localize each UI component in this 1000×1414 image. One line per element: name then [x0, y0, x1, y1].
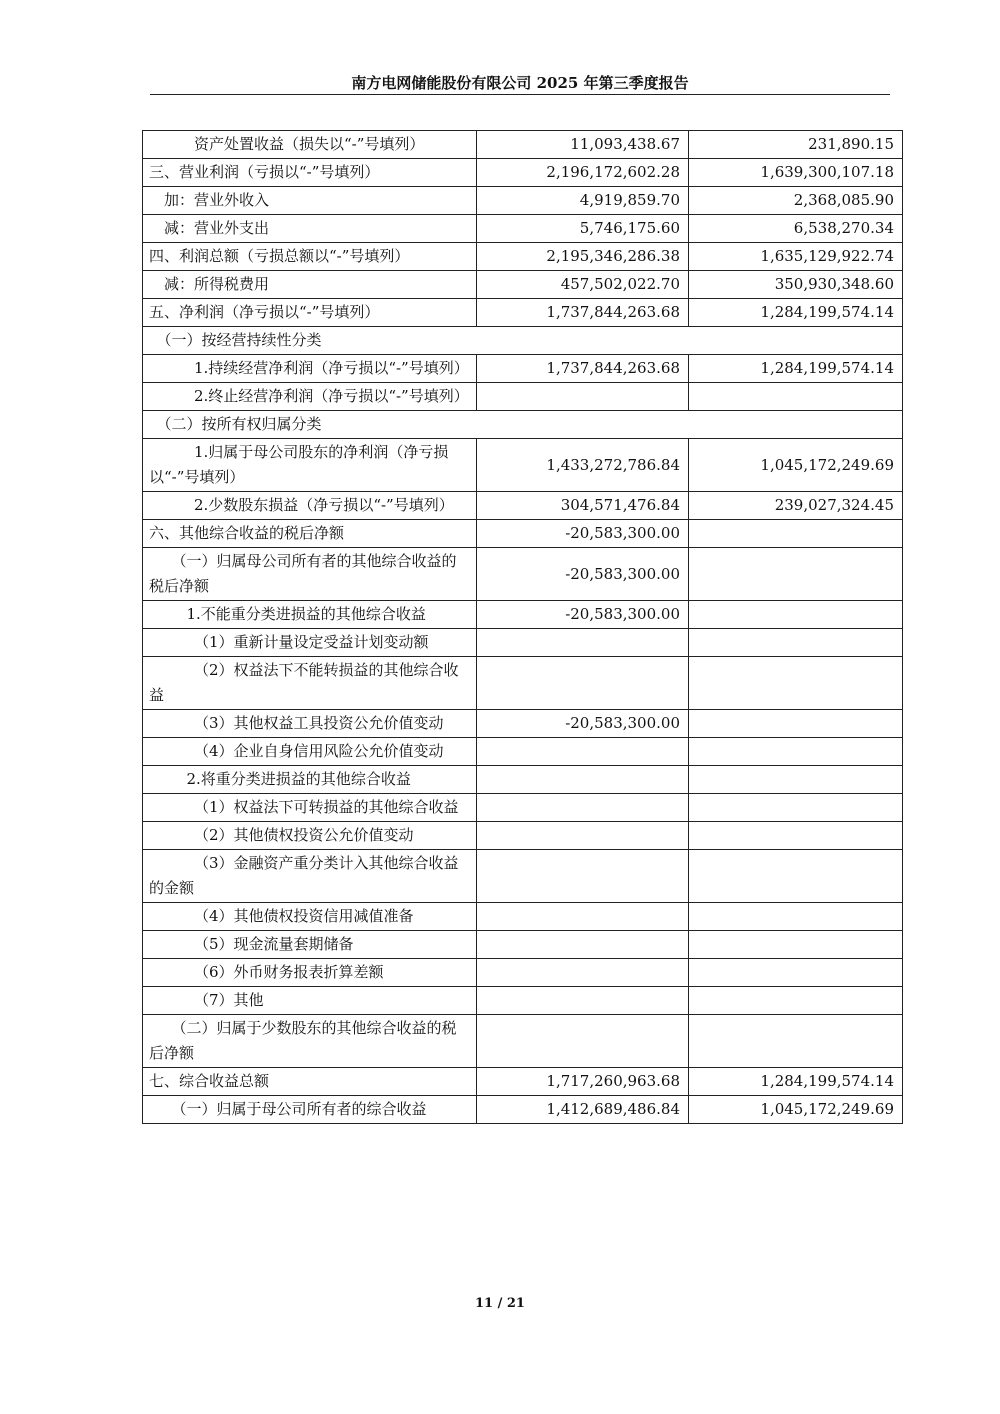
prior-period-value: 1,284,199,574.14 [689, 299, 903, 327]
prior-period-value [689, 657, 903, 710]
report-header-title: 南方电网储能股份有限公司 2025 年第三季度报告 [351, 74, 689, 92]
row-label: 1.持续经营净利润（净亏损以“-”号填列） [143, 355, 477, 383]
current-period-value: 1,433,272,786.84 [477, 439, 689, 492]
current-period-value [477, 903, 689, 931]
prior-period-value [689, 959, 903, 987]
current-period-value: 304,571,476.84 [477, 492, 689, 520]
row-label: 资产处置收益（损失以“-”号填列） [143, 131, 477, 159]
table-row [143, 1068, 903, 1096]
table-row [143, 439, 903, 492]
row-label: （一）归属母公司所有者的其他综合收益的税后净额 [143, 548, 477, 601]
prior-period-value: 350,930,348.60 [689, 271, 903, 299]
row-label: 2.终止经营净利润（净亏损以“-”号填列） [143, 383, 477, 411]
table-row [143, 794, 903, 822]
table-row [143, 766, 903, 794]
row-label: 三、营业利润（亏损以“-”号填列） [143, 159, 477, 187]
row-label: （1）权益法下可转损益的其他综合收益 [143, 794, 477, 822]
table-row [143, 903, 903, 931]
current-period-value: -20,583,300.00 [477, 601, 689, 629]
table-row [143, 738, 903, 766]
row-label: 减：营业外支出 [143, 215, 477, 243]
current-period-value [477, 766, 689, 794]
current-period-value [477, 959, 689, 987]
row-label: 2.少数股东损益（净亏损以“-”号填列） [143, 492, 477, 520]
table-row [143, 629, 903, 657]
current-period-value: 1,737,844,263.68 [477, 299, 689, 327]
table-row [143, 299, 903, 327]
row-label: 五、净利润（净亏损以“-”号填列） [143, 299, 477, 327]
row-label: （二）按所有权归属分类 [143, 411, 903, 439]
table-row [143, 959, 903, 987]
current-period-value: 2,195,346,286.38 [477, 243, 689, 271]
prior-period-value: 2,368,085.90 [689, 187, 903, 215]
prior-period-value [689, 1015, 903, 1068]
prior-period-value [689, 850, 903, 903]
row-label: （2）权益法下不能转损益的其他综合收益 [143, 657, 477, 710]
table-row [143, 492, 903, 520]
prior-period-value: 1,284,199,574.14 [689, 355, 903, 383]
row-label: 加：营业外收入 [143, 187, 477, 215]
table-row [143, 355, 903, 383]
current-period-value: 457,502,022.70 [477, 271, 689, 299]
table-row [143, 243, 903, 271]
current-period-value [477, 987, 689, 1015]
prior-period-value: 1,045,172,249.69 [689, 439, 903, 492]
row-label: 减：所得税费用 [143, 271, 477, 299]
row-label: 2.将重分类进损益的其他综合收益 [143, 766, 477, 794]
row-label: 四、利润总额（亏损总额以“-”号填列） [143, 243, 477, 271]
current-period-value [477, 850, 689, 903]
prior-period-value: 6,538,270.34 [689, 215, 903, 243]
income-statement-body [143, 131, 903, 1124]
prior-period-value [689, 629, 903, 657]
row-label: （一）归属于母公司所有者的综合收益 [143, 1096, 477, 1124]
current-period-value [477, 629, 689, 657]
row-label: 1.不能重分类进损益的其他综合收益 [143, 601, 477, 629]
row-label: 1.归属于母公司股东的净利润（净亏损以“-”号填列） [143, 439, 477, 492]
table-row [143, 850, 903, 903]
current-period-value: -20,583,300.00 [477, 520, 689, 548]
prior-period-value [689, 766, 903, 794]
current-period-value [477, 794, 689, 822]
row-label: 六、其他综合收益的税后净额 [143, 520, 477, 548]
table-row [143, 1015, 903, 1068]
table-row [143, 411, 903, 439]
current-period-value [477, 1015, 689, 1068]
table-row [143, 931, 903, 959]
table-row [143, 383, 903, 411]
current-period-value: 11,093,438.67 [477, 131, 689, 159]
current-period-value [477, 931, 689, 959]
header-divider [150, 94, 890, 95]
table-row [143, 822, 903, 850]
table-row [143, 987, 903, 1015]
table-row [143, 520, 903, 548]
page-number: 11 / 21 [475, 1296, 525, 1311]
prior-period-value [689, 601, 903, 629]
row-label: （6）外币财务报表折算差额 [143, 959, 477, 987]
row-label: 七、综合收益总额 [143, 1068, 477, 1096]
prior-period-value: 1,284,199,574.14 [689, 1068, 903, 1096]
table-row [143, 271, 903, 299]
row-label: （7）其他 [143, 987, 477, 1015]
current-period-value: -20,583,300.00 [477, 710, 689, 738]
current-period-value: 1,412,689,486.84 [477, 1096, 689, 1124]
table-row [143, 159, 903, 187]
prior-period-value [689, 931, 903, 959]
prior-period-value: 1,639,300,107.18 [689, 159, 903, 187]
row-label: （3）金融资产重分类计入其他综合收益的金额 [143, 850, 477, 903]
row-label: （4）企业自身信用风险公允价值变动 [143, 738, 477, 766]
table-row [143, 215, 903, 243]
current-period-value: -20,583,300.00 [477, 548, 689, 601]
prior-period-value: 239,027,324.45 [689, 492, 903, 520]
prior-period-value [689, 710, 903, 738]
row-label: （5）现金流量套期储备 [143, 931, 477, 959]
prior-period-value [689, 383, 903, 411]
current-period-value: 2,196,172,602.28 [477, 159, 689, 187]
current-period-value [477, 738, 689, 766]
table-row [143, 327, 903, 355]
row-label: （2）其他债权投资公允价值变动 [143, 822, 477, 850]
prior-period-value [689, 794, 903, 822]
prior-period-value [689, 548, 903, 601]
prior-period-value: 1,045,172,249.69 [689, 1096, 903, 1124]
prior-period-value [689, 738, 903, 766]
current-period-value: 1,737,844,263.68 [477, 355, 689, 383]
row-label: （3）其他权益工具投资公允价值变动 [143, 710, 477, 738]
current-period-value: 5,746,175.60 [477, 215, 689, 243]
prior-period-value [689, 822, 903, 850]
row-label: （4）其他债权投资信用减值准备 [143, 903, 477, 931]
table-row [143, 1096, 903, 1124]
prior-period-value [689, 520, 903, 548]
table-row [143, 657, 903, 710]
prior-period-value [689, 987, 903, 1015]
current-period-value [477, 383, 689, 411]
current-period-value [477, 822, 689, 850]
table-row [143, 187, 903, 215]
row-label: （1）重新计量设定受益计划变动额 [143, 629, 477, 657]
prior-period-value: 231,890.15 [689, 131, 903, 159]
income-statement-table [142, 130, 903, 1124]
current-period-value: 1,717,260,963.68 [477, 1068, 689, 1096]
table-row [143, 710, 903, 738]
table-row [143, 548, 903, 601]
table-row [143, 601, 903, 629]
prior-period-value: 1,635,129,922.74 [689, 243, 903, 271]
current-period-value: 4,919,859.70 [477, 187, 689, 215]
row-label: （一）按经营持续性分类 [143, 327, 903, 355]
prior-period-value [689, 903, 903, 931]
row-label: （二）归属于少数股东的其他综合收益的税后净额 [143, 1015, 477, 1068]
table-row [143, 131, 903, 159]
current-period-value [477, 657, 689, 710]
